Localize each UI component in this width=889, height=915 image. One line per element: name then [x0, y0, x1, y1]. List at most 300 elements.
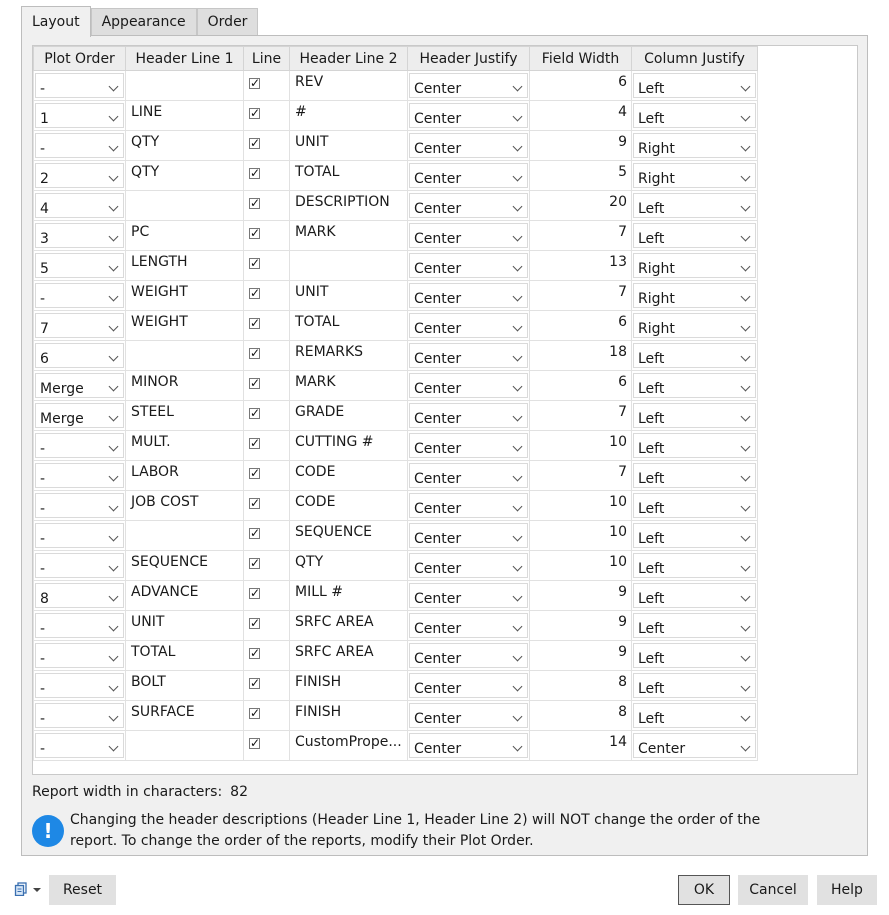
chevron-down-icon[interactable]: [741, 412, 751, 422]
column-justify-select[interactable]: [633, 283, 756, 308]
header-justify-select[interactable]: [409, 703, 528, 728]
header-justify-cell: [408, 221, 530, 251]
chevron-down-icon[interactable]: [513, 142, 523, 152]
plot-order-select[interactable]: [35, 553, 124, 578]
ok-button[interactable]: OK: [678, 875, 730, 905]
header-line-2-cell[interactable]: [290, 371, 408, 401]
chevron-down-icon[interactable]: [741, 142, 751, 152]
header-line-2-cell[interactable]: [290, 611, 408, 641]
header-justify-select[interactable]: [409, 193, 528, 218]
header-line-1-value: LENGTH: [131, 254, 188, 270]
field-width-value: 4: [618, 104, 627, 120]
chevron-down-icon[interactable]: [513, 292, 523, 302]
plot-order-select[interactable]: [35, 103, 124, 128]
plot-order-select[interactable]: [35, 463, 124, 488]
field-width-cell[interactable]: [530, 551, 632, 581]
header-line-1-cell[interactable]: [126, 71, 244, 101]
chevron-down-icon[interactable]: [109, 622, 119, 632]
column-justify-select[interactable]: [633, 493, 756, 518]
line-checkbox[interactable]: ✓: [250, 76, 261, 90]
header-justify-select[interactable]: [409, 433, 528, 458]
header-justify-cell: [408, 611, 530, 641]
header-line-2-cell[interactable]: [290, 191, 408, 221]
field-width-cell[interactable]: [530, 281, 632, 311]
chevron-down-icon[interactable]: [513, 352, 523, 362]
column-justify-cell: [632, 731, 758, 761]
header-line-1-cell[interactable]: [126, 611, 244, 641]
header-line-2-cell[interactable]: [290, 521, 408, 551]
col-header-line[interactable]: Line: [244, 47, 290, 71]
line-cell: [244, 551, 290, 581]
table-row: [34, 461, 758, 491]
chevron-down-icon[interactable]: [741, 502, 751, 512]
chevron-down-icon[interactable]: [513, 412, 523, 422]
chevron-down-icon[interactable]: [741, 682, 751, 692]
header-line-1-cell[interactable]: [126, 491, 244, 521]
header-line-1-cell[interactable]: [126, 281, 244, 311]
column-justify-select[interactable]: [633, 613, 756, 638]
chevron-down-icon[interactable]: [109, 442, 119, 452]
chevron-down-icon[interactable]: [513, 592, 523, 602]
header-justify-select[interactable]: [409, 283, 528, 308]
line-checkbox[interactable]: ✓: [250, 256, 261, 270]
column-justify-select[interactable]: [633, 703, 756, 728]
plot-order-select[interactable]: [35, 433, 124, 458]
header-justify-select[interactable]: [409, 313, 528, 338]
field-width-cell[interactable]: [530, 221, 632, 251]
chevron-down-icon[interactable]: [109, 232, 119, 242]
chevron-down-icon[interactable]: [109, 682, 119, 692]
header-line-1-cell[interactable]: [126, 341, 244, 371]
header-justify-cell: [408, 491, 530, 521]
chevron-down-icon[interactable]: [741, 382, 751, 392]
column-justify-cell: [632, 521, 758, 551]
plot-order-select[interactable]: [35, 403, 124, 428]
field-width-cell[interactable]: [530, 521, 632, 551]
header-justify-select[interactable]: [409, 673, 528, 698]
column-justify-cell: [632, 401, 758, 431]
chevron-down-icon[interactable]: [109, 202, 119, 212]
chevron-down-icon[interactable]: [741, 442, 751, 452]
plot-order-select[interactable]: [35, 373, 124, 398]
chevron-down-icon[interactable]: [109, 172, 119, 182]
chevron-down-icon[interactable]: [513, 532, 523, 542]
column-justify-select[interactable]: [633, 343, 756, 368]
line-cell: [244, 641, 290, 671]
header-line-2-cell[interactable]: [290, 491, 408, 521]
column-justify-select[interactable]: [633, 673, 756, 698]
line-checkbox[interactable]: ✓: [250, 616, 261, 630]
plot-order-select[interactable]: [35, 223, 124, 248]
chevron-down-icon[interactable]: [109, 262, 119, 272]
line-checkbox[interactable]: ✓: [250, 436, 261, 450]
line-checkbox[interactable]: ✓: [250, 406, 261, 420]
plot-order-cell: [34, 71, 126, 101]
chevron-down-icon[interactable]: [109, 412, 119, 422]
header-justify-cell: [408, 671, 530, 701]
header-justify-select[interactable]: [409, 103, 528, 128]
column-justify-select[interactable]: [633, 553, 756, 578]
chevron-down-icon[interactable]: [109, 562, 119, 572]
line-checkbox[interactable]: ✓: [250, 646, 261, 660]
header-justify-select[interactable]: [409, 583, 528, 608]
plot-order-select[interactable]: [35, 523, 124, 548]
plot-order-value: 6: [40, 351, 49, 367]
header-justify-cell: [408, 311, 530, 341]
chevron-down-icon[interactable]: [513, 112, 523, 122]
line-checkbox[interactable]: ✓: [250, 316, 261, 330]
header-line-2-cell[interactable]: [290, 221, 408, 251]
line-cell: [244, 461, 290, 491]
tab-order[interactable]: Order: [197, 8, 259, 35]
field-width-cell[interactable]: [530, 731, 632, 761]
header-line-2-cell[interactable]: [290, 431, 408, 461]
column-justify-value: Left: [638, 201, 665, 217]
column-justify-select[interactable]: [633, 73, 756, 98]
chevron-down-icon[interactable]: [513, 442, 523, 452]
chevron-down-icon[interactable]: [741, 652, 751, 662]
chevron-down-icon[interactable]: [741, 712, 751, 722]
header-justify-select[interactable]: [409, 493, 528, 518]
header-justify-cell: [408, 341, 530, 371]
header-justify-cell: [408, 191, 530, 221]
header-justify-value: Center: [414, 291, 462, 307]
column-justify-value: Left: [638, 471, 665, 487]
header-line-2-value: UNIT: [295, 284, 329, 300]
header-line-2-cell[interactable]: [290, 251, 408, 281]
plot-order-select[interactable]: [35, 193, 124, 218]
col-header-column-justify[interactable]: Column Justify: [632, 47, 758, 71]
line-cell: [244, 281, 290, 311]
line-checkbox[interactable]: ✓: [250, 286, 261, 300]
column-justify-select[interactable]: [633, 403, 756, 428]
field-width-cell[interactable]: [530, 341, 632, 371]
column-justify-select[interactable]: [633, 733, 756, 758]
tab-layout[interactable]: Layout: [21, 6, 91, 37]
header-line-1-cell[interactable]: [126, 101, 244, 131]
line-checkbox[interactable]: ✓: [250, 736, 261, 750]
field-width-cell[interactable]: [530, 161, 632, 191]
header-justify-select[interactable]: [409, 253, 528, 278]
plot-order-select[interactable]: [35, 163, 124, 188]
plot-order-cell: [34, 191, 126, 221]
plot-order-select[interactable]: [35, 253, 124, 278]
field-width-cell[interactable]: [530, 191, 632, 221]
header-justify-select[interactable]: [409, 733, 528, 758]
column-justify-value: Right: [638, 321, 675, 337]
plot-order-select[interactable]: [35, 313, 124, 338]
col-header-header-justify[interactable]: Header Justify: [408, 47, 530, 71]
field-width-cell[interactable]: [530, 131, 632, 161]
column-justify-select[interactable]: [633, 163, 756, 188]
chevron-down-icon[interactable]: [513, 712, 523, 722]
chevron-down-icon[interactable]: [513, 82, 523, 92]
header-line-1-value: QTY: [131, 134, 160, 150]
chevron-down-icon[interactable]: [513, 562, 523, 572]
header-line-1-cell[interactable]: [126, 371, 244, 401]
col-header-header-line-2[interactable]: Header Line 2: [290, 47, 408, 71]
column-justify-select[interactable]: [633, 523, 756, 548]
header-line-1-cell[interactable]: [126, 221, 244, 251]
field-width-cell[interactable]: [530, 671, 632, 701]
column-justify-cell: [632, 281, 758, 311]
field-width-cell[interactable]: [530, 491, 632, 521]
plot-order-value: -: [40, 681, 46, 697]
chevron-down-icon[interactable]: [741, 472, 751, 482]
header-line-2-cell[interactable]: [290, 641, 408, 671]
header-justify-value: Center: [414, 231, 462, 247]
column-justify-cell: [632, 311, 758, 341]
header-line-1-cell[interactable]: [126, 461, 244, 491]
chevron-down-icon[interactable]: [513, 382, 523, 392]
cancel-button[interactable]: Cancel: [738, 875, 808, 905]
header-line-2-cell[interactable]: [290, 341, 408, 371]
chevron-down-icon[interactable]: [513, 262, 523, 272]
line-checkbox[interactable]: ✓: [250, 676, 261, 690]
column-justify-cell: [632, 221, 758, 251]
line-checkbox[interactable]: ✓: [250, 346, 261, 360]
header-justify-value: Center: [414, 561, 462, 577]
column-justify-select[interactable]: [633, 313, 756, 338]
header-justify-value: Center: [414, 411, 462, 427]
chevron-down-icon[interactable]: [109, 352, 119, 362]
tab-appearance[interactable]: Appearance: [91, 8, 197, 35]
header-justify-cell: [408, 71, 530, 101]
chevron-down-icon[interactable]: [513, 322, 523, 332]
header-justify-select[interactable]: [409, 133, 528, 158]
field-width-value: 9: [618, 584, 627, 600]
chevron-down-icon[interactable]: [109, 592, 119, 602]
chevron-down-icon[interactable]: [109, 652, 119, 662]
header-justify-select[interactable]: [409, 223, 528, 248]
reset-button[interactable]: Reset: [49, 875, 116, 905]
header-justify-select[interactable]: [409, 373, 528, 398]
chevron-down-icon[interactable]: [741, 112, 751, 122]
plot-order-select[interactable]: [35, 703, 124, 728]
table-row: [34, 611, 758, 641]
field-width-cell[interactable]: [530, 461, 632, 491]
plot-order-cell: [34, 401, 126, 431]
field-width-cell[interactable]: [530, 311, 632, 341]
chevron-down-icon[interactable]: [109, 322, 119, 332]
header-line-1-cell[interactable]: [126, 431, 244, 461]
col-header-field-width[interactable]: Field Width: [530, 47, 632, 71]
header-line-2-cell[interactable]: [290, 701, 408, 731]
field-width-cell[interactable]: [530, 401, 632, 431]
line-checkbox[interactable]: ✓: [250, 706, 261, 720]
header-line-1-cell[interactable]: [126, 551, 244, 581]
column-justify-select[interactable]: [633, 583, 756, 608]
field-width-cell[interactable]: [530, 251, 632, 281]
chevron-down-icon[interactable]: [513, 652, 523, 662]
header-line-1-cell[interactable]: [126, 701, 244, 731]
chevron-down-icon[interactable]: [741, 322, 751, 332]
column-justify-select[interactable]: [633, 433, 756, 458]
chevron-down-icon[interactable]: [513, 472, 523, 482]
chevron-down-icon[interactable]: [109, 292, 119, 302]
field-width-cell[interactable]: [530, 581, 632, 611]
header-justify-select[interactable]: [409, 643, 528, 668]
header-line-1-cell[interactable]: [126, 581, 244, 611]
line-checkbox[interactable]: ✓: [250, 496, 261, 510]
chevron-down-icon[interactable]: [741, 172, 751, 182]
field-width-cell[interactable]: [530, 101, 632, 131]
header-line-2-cell[interactable]: [290, 671, 408, 701]
chevron-down-icon[interactable]: [513, 622, 523, 632]
chevron-down-icon[interactable]: [109, 472, 119, 482]
column-justify-select[interactable]: [633, 643, 756, 668]
header-line-2-cell[interactable]: [290, 551, 408, 581]
chevron-down-icon[interactable]: [513, 232, 523, 242]
field-width-cell[interactable]: [530, 71, 632, 101]
header-line-1-value: SEQUENCE: [131, 554, 208, 570]
chevron-down-icon[interactable]: [513, 202, 523, 212]
header-line-2-cell[interactable]: [290, 401, 408, 431]
field-width-cell[interactable]: [530, 641, 632, 671]
chevron-down-icon[interactable]: [741, 742, 751, 752]
plot-order-select[interactable]: [35, 283, 124, 308]
line-checkbox[interactable]: ✓: [250, 166, 261, 180]
line-checkbox[interactable]: ✓: [250, 376, 261, 390]
header-line-1-cell[interactable]: [126, 731, 244, 761]
line-checkbox[interactable]: ✓: [250, 196, 261, 210]
header-line-2-cell[interactable]: [290, 731, 408, 761]
plot-order-cell: [34, 671, 126, 701]
line-cell: [244, 191, 290, 221]
chevron-down-icon[interactable]: [109, 142, 119, 152]
plot-order-select[interactable]: [35, 493, 124, 518]
header-justify-select[interactable]: [409, 403, 528, 428]
header-justify-cell: [408, 281, 530, 311]
chevron-down-icon[interactable]: [109, 382, 119, 392]
chevron-down-icon[interactable]: [741, 82, 751, 92]
header-justify-select[interactable]: [409, 553, 528, 578]
plot-order-value: Merge: [40, 411, 84, 427]
header-line-2-cell[interactable]: [290, 131, 408, 161]
chevron-down-icon[interactable]: [741, 232, 751, 242]
column-justify-select[interactable]: [633, 253, 756, 278]
line-checkbox[interactable]: ✓: [250, 586, 261, 600]
header-line-1-cell[interactable]: [126, 641, 244, 671]
plot-order-select[interactable]: [35, 613, 124, 638]
header-line-1-cell[interactable]: [126, 671, 244, 701]
chevron-down-icon[interactable]: [33, 888, 41, 892]
col-header-plot-order[interactable]: Plot Order: [34, 47, 126, 71]
column-justify-select[interactable]: [633, 103, 756, 128]
column-justify-select[interactable]: [633, 133, 756, 158]
line-checkbox[interactable]: ✓: [250, 106, 261, 120]
column-justify-select[interactable]: [633, 373, 756, 398]
chevron-down-icon[interactable]: [513, 172, 523, 182]
header-justify-select[interactable]: [409, 523, 528, 548]
plot-order-select[interactable]: [35, 343, 124, 368]
header-justify-select[interactable]: [409, 343, 528, 368]
header-justify-select[interactable]: [409, 163, 528, 188]
header-justify-select[interactable]: [409, 613, 528, 638]
header-line-1-cell[interactable]: [126, 521, 244, 551]
header-justify-select[interactable]: [409, 463, 528, 488]
chevron-down-icon[interactable]: [741, 202, 751, 212]
header-line-2-cell[interactable]: [290, 101, 408, 131]
field-width-value: 20: [609, 194, 627, 210]
field-width-cell[interactable]: [530, 611, 632, 641]
field-width-value: 7: [618, 224, 627, 240]
field-width-cell[interactable]: [530, 701, 632, 731]
col-header-header-line-1[interactable]: Header Line 1: [126, 47, 244, 71]
plot-order-select[interactable]: [35, 73, 124, 98]
chevron-down-icon[interactable]: [741, 352, 751, 362]
plot-order-cell: [34, 131, 126, 161]
plot-order-value: -: [40, 561, 46, 577]
chevron-down-icon[interactable]: [741, 262, 751, 272]
header-line-2-cell[interactable]: [290, 461, 408, 491]
column-justify-select[interactable]: [633, 193, 756, 218]
header-line-2-cell[interactable]: [290, 311, 408, 341]
chevron-down-icon[interactable]: [109, 502, 119, 512]
chevron-down-icon[interactable]: [513, 502, 523, 512]
chevron-down-icon[interactable]: [741, 592, 751, 602]
chevron-down-icon[interactable]: [109, 532, 119, 542]
plot-order-select[interactable]: [35, 643, 124, 668]
plot-order-select[interactable]: [35, 673, 124, 698]
line-checkbox[interactable]: ✓: [250, 136, 261, 150]
chevron-down-icon[interactable]: [109, 82, 119, 92]
line-checkbox[interactable]: ✓: [250, 556, 261, 570]
plot-order-value: 4: [40, 201, 49, 217]
plot-order-select[interactable]: [35, 583, 124, 608]
field-width-cell[interactable]: [530, 431, 632, 461]
plot-order-select[interactable]: [35, 733, 124, 758]
header-line-2-cell[interactable]: [290, 71, 408, 101]
plot-order-cell: [34, 521, 126, 551]
column-justify-select[interactable]: [633, 223, 756, 248]
chevron-down-icon[interactable]: [513, 682, 523, 692]
chevron-down-icon[interactable]: [741, 532, 751, 542]
chevron-down-icon[interactable]: [513, 742, 523, 752]
header-justify-select[interactable]: [409, 73, 528, 98]
line-checkbox[interactable]: ✓: [250, 466, 261, 480]
header-line-2-cell[interactable]: [290, 281, 408, 311]
line-checkbox[interactable]: ✓: [250, 226, 261, 240]
header-line-1-cell[interactable]: [126, 311, 244, 341]
plot-order-cell: [34, 281, 126, 311]
chevron-down-icon[interactable]: [109, 712, 119, 722]
header-line-1-cell[interactable]: [126, 191, 244, 221]
copy-icon[interactable]: [14, 882, 28, 896]
field-width-cell[interactable]: [530, 371, 632, 401]
header-line-1-cell[interactable]: [126, 251, 244, 281]
chevron-down-icon[interactable]: [109, 742, 119, 752]
chevron-down-icon[interactable]: [741, 292, 751, 302]
header-line-1-cell[interactable]: [126, 161, 244, 191]
line-checkbox[interactable]: ✓: [250, 526, 261, 540]
chevron-down-icon[interactable]: [741, 562, 751, 572]
column-justify-value: Left: [638, 111, 665, 127]
chevron-down-icon[interactable]: [741, 622, 751, 632]
plot-order-value: -: [40, 531, 46, 547]
column-justify-select[interactable]: [633, 463, 756, 488]
plot-order-value: -: [40, 741, 46, 757]
plot-order-value: -: [40, 711, 46, 727]
plot-order-select[interactable]: [35, 133, 124, 158]
header-line-2-cell[interactable]: [290, 581, 408, 611]
header-line-2-value: GRADE: [295, 404, 345, 420]
header-line-1-cell[interactable]: [126, 131, 244, 161]
chevron-down-icon[interactable]: [109, 112, 119, 122]
header-line-1-cell[interactable]: [126, 401, 244, 431]
help-button[interactable]: Help: [817, 875, 877, 905]
header-line-2-cell[interactable]: [290, 161, 408, 191]
